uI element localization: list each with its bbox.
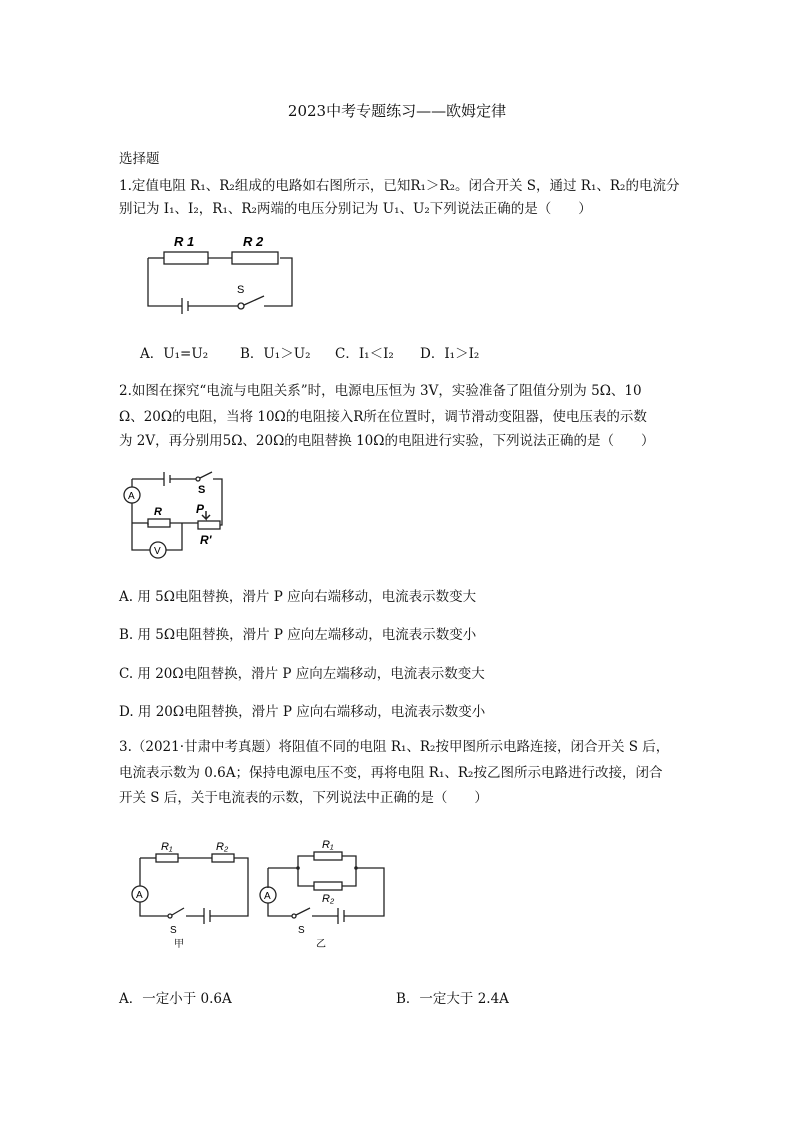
q3-option-b: B．一定大于 2.4A — [396, 991, 509, 1007]
q3-yi-r2: R₂ — [322, 893, 335, 905]
q1-label-r2: R 2 — [243, 234, 264, 249]
q3-yi-r1: R₁ — [322, 839, 334, 851]
q2-option-d: D. 用 20Ω电阻替换，滑片 P 应向右端移动，电流表示数变小 — [119, 704, 486, 720]
q2-label-r: R — [154, 506, 162, 518]
q3-yi-s: S — [298, 925, 305, 936]
q3-jia-ammeter: A — [136, 890, 143, 901]
q3-jia-r1: R₁ — [161, 841, 173, 853]
q2-option-a: A. 用 5Ω电阻替换，滑片 P 应向右端移动，电流表示数变大 — [119, 589, 477, 605]
q2-ammeter-label: A — [128, 491, 135, 502]
q1-label-r1: R 1 — [174, 234, 195, 249]
q2-text-line2: Ω、20Ω的电阻，当将 10Ω的电阻接入R所在位置时，调节滑动变阻器，使电压表的示数 — [119, 409, 647, 425]
q3-text-line2: 电流表示数为 0.6A；保持电源电压不变，再将电阻 R₁、R₂按乙图所示电路进行改接，闭合 — [119, 765, 663, 781]
q2-circuit-diagram — [120, 465, 230, 560]
q1-option-a: A．U₁=U₂ — [140, 346, 209, 362]
q2-option-b: B. 用 5Ω电阻替换，滑片 P 应向左端移动，电流表示数变小 — [119, 627, 477, 643]
q3-circuit-yi — [258, 836, 388, 951]
q3-text-line1: 3.（2021·甘肃中考真题）将阻值不同的电阻 R₁、R₂按甲图所示电路连接，闭合开关 S 后， — [119, 739, 670, 755]
q1-option-d: D．I₁＞I₂ — [420, 346, 480, 362]
q2-voltmeter-label: V — [154, 546, 161, 557]
q2-option-c: C. 用 20Ω电阻替换，滑片 P 应向左端移动，电流表示数变大 — [119, 666, 485, 682]
q1-text-line1: 1.定值电阻 R₁、R₂组成的电路如右图所示，已知R₁＞R₂。闭合开关 S，通过 R₁、R₂的电流分 — [119, 178, 680, 194]
page-title: 2023中考专题练习——欧姆定律 — [287, 102, 507, 120]
q1-option-c: C．I₁＜I₂ — [335, 346, 394, 362]
q1-label-s: S — [237, 284, 245, 296]
q3-circuit-jia — [128, 836, 253, 951]
q2-label-s: S — [198, 484, 206, 496]
q3-jia-s: S — [170, 925, 177, 936]
q1-text-line2: 别记为 I₁、I₂，R₁、R₂两端的电压分别记为 U₁、U₂下列说法正确的是（ ） — [119, 201, 592, 217]
q1-circuit-diagram — [140, 228, 300, 318]
q2-label-rprime: R' — [200, 533, 212, 547]
q3-option-a: A．一定小于 0.6A — [119, 991, 232, 1007]
q3-jia-name: 甲 — [174, 939, 184, 950]
q3-jia-r2: R₂ — [216, 841, 229, 853]
q3-yi-ammeter: A — [264, 891, 271, 902]
q3-yi-name: 乙 — [316, 939, 326, 950]
section-heading: 选择题 — [119, 151, 160, 167]
q2-text-line1: 2.如图在探究“电流与电阻关系”时，电源电压恒为 3V，实验准备了阻值分别为 5Ω、10 — [119, 383, 642, 399]
q2-label-p: P — [196, 502, 205, 516]
q3-text-line3: 开关 S 后，关于电流表的示数，下列说法中正确的是（ ） — [119, 790, 488, 806]
q1-option-b: B．U₁＞U₂ — [240, 346, 311, 362]
q2-text-line3: 为 2V，再分别用5Ω、20Ω的电阻替换 10Ω的电阻进行实验，下列说法正确的是（ ） — [119, 433, 655, 449]
